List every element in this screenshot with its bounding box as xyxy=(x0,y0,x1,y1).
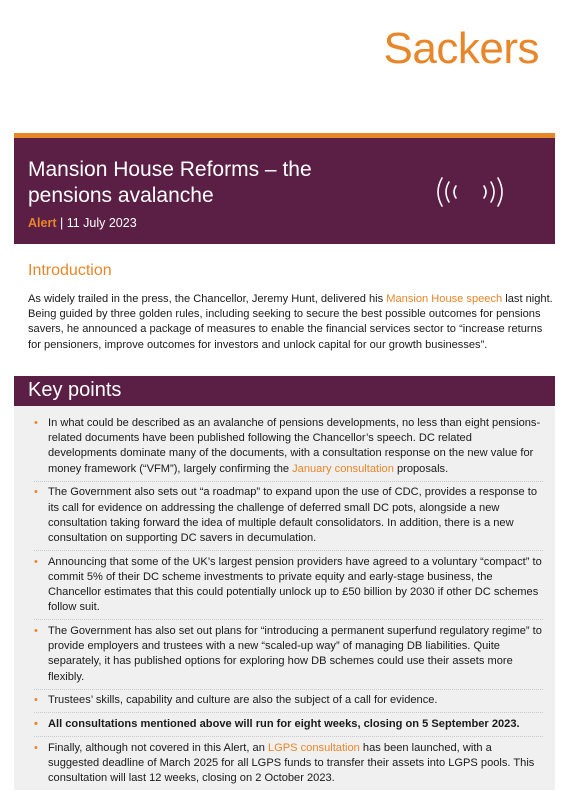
bullet-icon: • xyxy=(34,694,38,707)
key-point-item-closing-date: • All consultations mentioned above will run for eight weeks, closing on 5 September 2023. xyxy=(34,717,543,732)
bullet-icon: • xyxy=(34,717,38,730)
bullet-icon: • xyxy=(34,555,38,568)
january-consultation-link[interactable]: January consultation xyxy=(292,462,394,475)
page-title-line2: pensions avalanche xyxy=(28,184,214,207)
key-point-item: • Trustees’ skills, capability and culture are also the subject of a call for evidence. xyxy=(34,693,543,708)
meta-separator: | xyxy=(56,216,67,230)
mansion-house-speech-link[interactable]: Mansion House speech xyxy=(386,293,503,305)
key-point-item: • Announcing that some of the UK’s largest pension providers have agreed to a voluntary “compact” to commit 5% of their DC scheme investments to private equity and early-stage business, the Chancellor estimates that this could potentially unlock up to £50 billion by 2030 if other DC schemes follow suit. xyxy=(34,555,543,616)
key-points-header xyxy=(14,376,555,406)
broadcast-icon xyxy=(430,170,510,214)
bullet-icon: • xyxy=(34,624,38,637)
introduction-heading: Introduction xyxy=(28,262,112,279)
alert-date: 11 July 2023 xyxy=(66,216,137,230)
key-point-item: • Finally, although not covered in this Alert, an LGPS consultation has been launched, with a suggested deadline of March 2025 for all LGPS funds to transfer their assets into LGPS pools. This consultation will last 12 weeks, closing on 2 October 2023. xyxy=(34,741,535,785)
title-banner xyxy=(14,138,555,244)
key-point-item: • The Government also sets out “a roadmap” to expand upon the use of CDC, provides a response to its call for evidence on addressing the challenge of deferred small DC pots, alongside a new consultation taking forward the idea of multiple default consolidators. In addition, there is a new consultation on supporting DC savers in decumulation. xyxy=(34,485,543,546)
introduction-paragraph: As widely trailed in the press, the Chancellor, Jeremy Hunt, delivered his Mansion House speech last night. Being guided by three golden rules, including seeking to secure the best possible outcomes for pensions savers, he announced a package of measures to enable the financial services sector to “increase returns for pensioners, improve outcomes for investors and unlock capital for our growth businesses”. xyxy=(28,293,553,351)
item-divider xyxy=(34,481,543,482)
item-divider xyxy=(34,712,543,713)
bullet-icon: • xyxy=(34,741,38,754)
bullet-icon: • xyxy=(34,417,38,429)
alert-meta xyxy=(28,216,137,230)
alert-label: Alert xyxy=(28,216,57,230)
item-divider xyxy=(34,736,543,737)
page-title xyxy=(28,157,408,209)
key-point-item: • The Government has also set out plans for “introducing a permanent superfund regulatory regime” to provide employers and trustees with a new “scaled-up way” of managing DB liabilities. Quite separately, it has published options for exploring how DB schemes could use their assets more flexibly. xyxy=(34,624,543,685)
key-point-item: • In what could be described as an avalanche of pensions developments, no less than eight pensions-related documents have been published following the Chancellor’s speech. DC related developments dominate many of the documents, with a consultation response on the new value for money framework (“VFM”), largely confirming the January consultation proposals. xyxy=(34,416,543,477)
bullet-icon: • xyxy=(34,486,38,499)
key-points-list xyxy=(14,406,555,790)
item-divider xyxy=(34,619,543,620)
lgps-consultation-link[interactable]: LGPS consultation xyxy=(267,741,360,754)
page-title-line1: Mansion House Reforms – the xyxy=(28,158,312,181)
sackers-logo: Sackers xyxy=(383,24,539,73)
item-divider xyxy=(34,689,543,690)
item-divider xyxy=(34,550,543,551)
key-points-heading: Key points xyxy=(28,379,122,401)
